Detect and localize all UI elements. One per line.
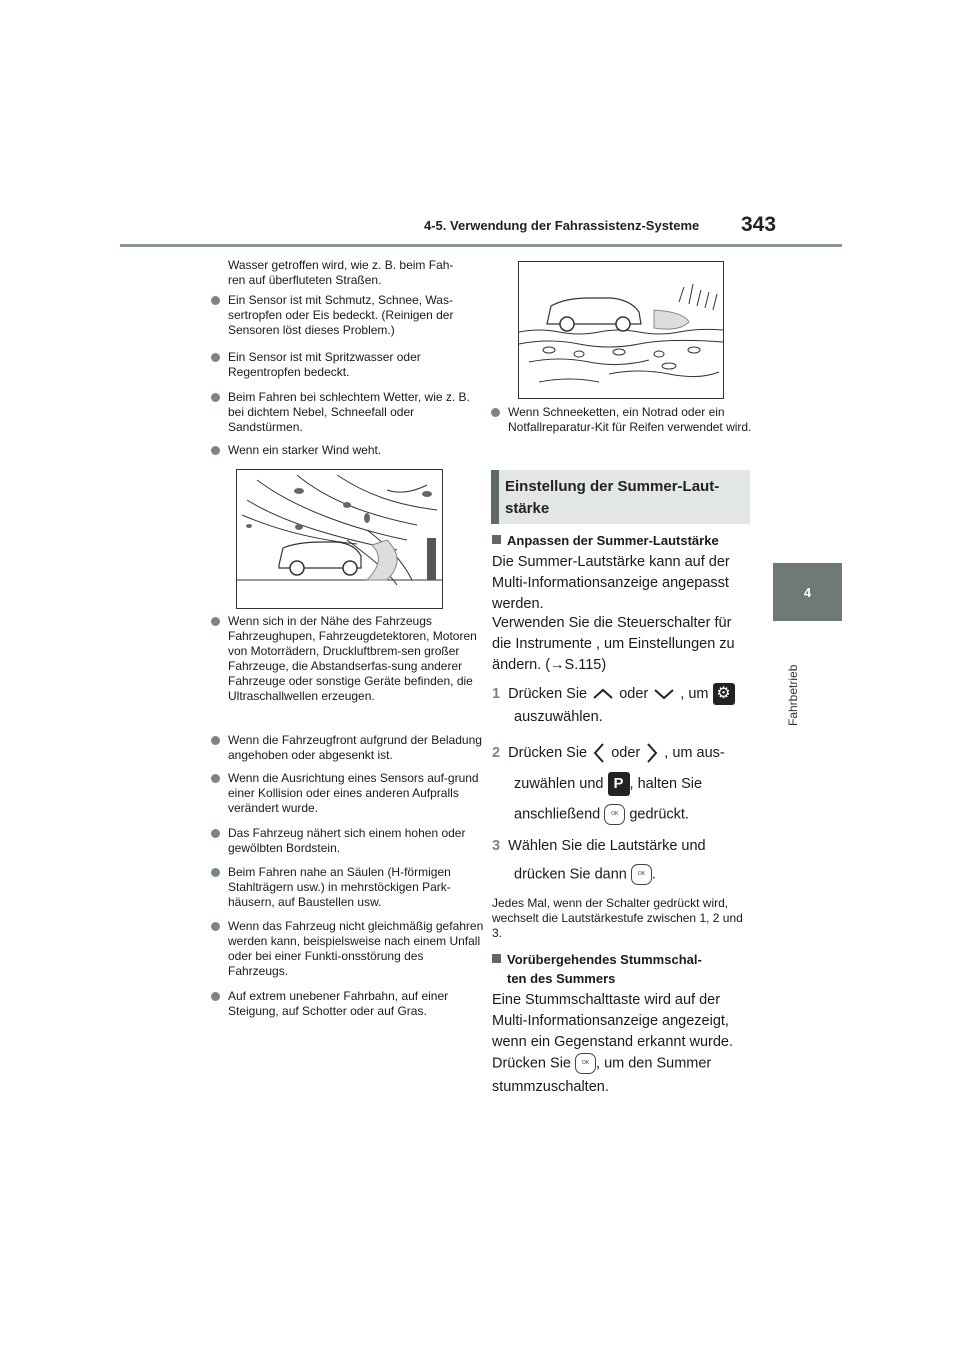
bullet-text: Wenn die Ausrichtung eines Sensors auf-grund einer Kollision oder eines anderen Aufpralls verändert wurde. [228,771,479,815]
bullet-item [211,865,484,910]
paragraph-text: stummzuschalten. [492,1079,609,1095]
bullet-dot [211,922,220,931]
step-text: oder [619,685,649,702]
bullet-item [211,989,484,1019]
bullet-dot [211,736,220,745]
chapter-tab[interactable]: 4 [773,563,842,621]
chevron-down-icon [652,687,676,701]
step-number: 3 [492,838,501,854]
paragraph: Eine Stummschalttaste wird auf der Multi-Informationsanzeige angezeigt, wenn ein Gegenstand erkannt wurde. [492,992,734,1050]
bullet-dot [211,868,220,877]
bullet-text: Beim Fahren nahe an Säulen (H-förmigen Stahlträgern usw.) in mehrstöckigen Park-häusern, auf Baustellen usw. [228,865,451,909]
ok-button-icon: OK [631,864,652,885]
paragraph-text: , um den Summer [596,1055,712,1072]
bullet-dot [491,408,500,417]
step-text: Drücken Sie [508,744,588,761]
bullet-item [211,771,484,816]
step-2-line2 [514,772,702,796]
step-text: , um [680,685,709,702]
square-icon [492,535,501,544]
step-number: 1 [492,685,501,702]
subheading-text: Anpassen der Summer-Lautstärke [507,533,719,548]
step-text: . [651,866,656,883]
bullet-item [211,826,484,856]
step-2 [492,741,762,765]
bullet-item [211,350,484,380]
bullet-dot [211,992,220,1001]
bullet-item [211,733,484,763]
splash-illustration-svg [519,262,723,398]
step-text: anschließend [514,806,601,823]
step-text: auszuwählen. [514,709,603,725]
ok-button-icon: OK [575,1053,596,1074]
header-title: 4-5. Verwendung der Fahrassistenz-Systeme [424,218,700,233]
ok-button-icon: OK [604,804,625,825]
paragraph: Verwenden Sie die Steuerschalter für die Instrumente , um Einstellungen zu ändern. (→S.115) [492,615,735,673]
step-text: Drücken Sie [508,685,588,702]
bullet-dot [211,774,220,783]
subheading [492,533,762,548]
step-text: Wählen Sie die Lautstärke und [508,838,706,854]
header-rule [120,244,842,247]
bullet-text: Wenn ein starker Wind weht. [228,443,382,457]
paragraph: Die Summer-Lautstärke kann auf der Multi-Informationsanzeige angepasst werden. [492,554,730,612]
step-text: gedrückt. [629,806,689,823]
bullet-dot [211,393,220,402]
paragraph-text: Drücken Sie [492,1055,571,1072]
bullet-dot [211,353,220,362]
step-text: , um aus- [664,744,725,761]
step-3 [492,836,706,857]
bullet-item [211,390,484,435]
wind-illustration-svg [237,470,442,608]
section-title [505,476,745,520]
section-title-line2: stärke [505,500,550,517]
step-text: oder [611,744,641,761]
paragraph [492,1053,711,1074]
wind-illustration [236,469,443,609]
bullet-text: Wenn sich in der Nähe des Fahrzeugs Fahrzeughupen, Fahrzeugdetektoren, Motoren von Motorrädern, Druckluftbrem-sen großer Fahrzeuge, die Abstandserfas-sung anderer Fahrzeuge oder sonstige Geräte befinden, die Ultraschallwellen erzeugen. [228,614,477,703]
section-title-line1: Einstellung der Summer-Laut- [505,478,720,495]
splash-illustration [518,261,724,399]
bullet-item [211,443,484,458]
bullet-item [211,614,484,704]
bullet-text: Auf extrem unebener Fahrbahn, auf einer Steigung, auf Schotter oder auf Gras. [228,989,449,1018]
note-text: Jedes Mal, wenn der Schalter gedrückt wird, wechselt die Lautstärkestufe zwischen 1, 2 und 3. [492,896,743,940]
square-icon [492,954,501,963]
chevron-left-icon [591,741,607,765]
page-number: 343 [741,213,777,236]
step-number: 2 [492,744,501,761]
step-2-line3 [514,804,689,825]
subheading [492,950,754,988]
bullet-dot [211,829,220,838]
chapter-side-label [781,636,811,726]
chapter-name: Fahrbetrieb [786,664,800,726]
step-text: , halten Sie [629,775,703,792]
bullet-dot [211,617,220,626]
bullet-item [491,405,770,435]
parking-sensor-icon: P [608,772,630,796]
continuation-text: Wasser getroffen wird, wie z. B. beim Fah-ren auf überfluteten Straßen. [228,258,454,287]
step-text: zuwählen und [514,775,604,792]
step-3-line2 [514,864,656,885]
step-1 [492,683,762,705]
section-heading [491,470,750,524]
bullet-text: Wenn Schneeketten, ein Notrad oder ein Notfallreparatur-Kit für Reifen verwendet wird. [508,405,752,434]
bullet-text: Wenn das Fahrzeug nicht gleichmäßig gefahren werden kann, beispielsweise nach einem Unfall oder bei einer Funkti-onsstörung des Fahrzeugs. [228,919,484,978]
bullet-text: Beim Fahren bei schlechtem Wetter, wie z. B. bei dichtem Nebel, Schneefall oder Sandstürmen. [228,390,470,434]
chevron-right-icon [644,741,660,765]
bullet-item [211,919,484,979]
bullet-item [211,293,484,338]
bullet-text: Ein Sensor ist mit Spritzwasser oder Regentropfen bedeckt. [228,350,421,379]
bullet-text: Ein Sensor ist mit Schmutz, Schnee, Was-sertropfen oder Eis bedeckt. (Reinigen der Sensoren löst dieses Problem.) [228,293,454,337]
chevron-up-icon [591,687,615,701]
bullet-dot [211,446,220,455]
gear-icon: ⚙ [713,683,735,705]
step-text: drücken Sie dann [514,866,627,883]
bullet-text: Wenn die Fahrzeugfront aufgrund der Beladung angehoben oder abgesenkt ist. [228,733,482,762]
subheading-text: Vorübergehendes Stummschal- [507,952,702,967]
bullet-text: Das Fahrzeug nähert sich einem hohen oder gewölbten Bordstein. [228,826,466,855]
bullet-dot [211,296,220,305]
section-bar [491,470,499,524]
subheading-text: ten des Summers [507,971,616,986]
